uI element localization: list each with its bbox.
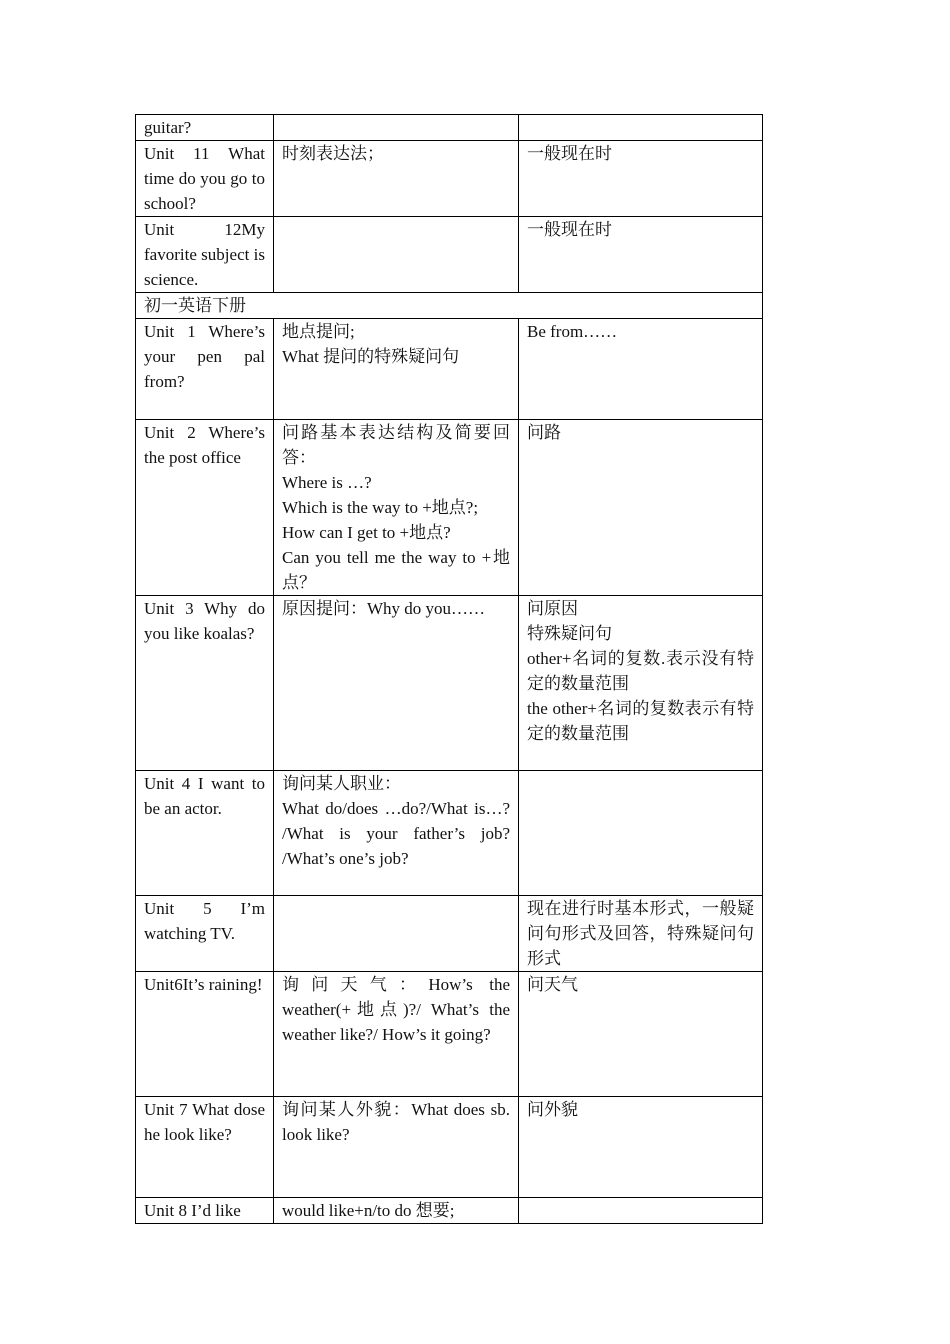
table-row — [136, 115, 763, 141]
table-row — [136, 771, 763, 896]
grammar-cell — [519, 771, 763, 896]
grammar-cell — [519, 896, 763, 972]
structure-cell — [274, 319, 519, 420]
structure-line: 询问某人外貌：What does sb. look like? — [282, 1100, 510, 1144]
structure-line: 地点提问; — [282, 322, 355, 341]
structure-line: would like+n/to do 想要; — [282, 1201, 455, 1220]
structure-line: How can I get to +地点? — [282, 523, 451, 542]
unit-cell: Unit 7 What dose he look like? — [136, 1097, 274, 1198]
grammar-line: 问外貌 — [527, 1100, 578, 1119]
table-row — [136, 141, 763, 217]
grammar-line: 一般现在时 — [527, 220, 612, 239]
structure-cell — [274, 771, 519, 896]
structure-cell — [274, 115, 519, 141]
section-row — [136, 293, 763, 319]
grammar-line: 问天气 — [527, 975, 578, 994]
structure-cell — [274, 896, 519, 972]
structure-line: Where is …? — [282, 473, 372, 492]
structure-line: What 提问的特殊疑问句 — [282, 347, 460, 366]
structure-cell — [274, 217, 519, 293]
unit-cell: Unit 5 I’m watching TV. — [136, 896, 274, 972]
grammar-cell — [519, 1097, 763, 1198]
grammar-cell — [519, 319, 763, 420]
structure-line: What do/does …do?/What is…? /What is your father’s job? /What’s one’s job? — [282, 799, 510, 868]
structure-cell — [274, 141, 519, 217]
grammar-line: the other+名词的复数表示有特定的数量范围 — [527, 699, 754, 743]
grammar-line: 一般现在时 — [527, 144, 612, 163]
structure-line: 问路基本表达结构及简要回答： — [282, 423, 510, 467]
unit-cell: Unit 3 Why do you like koalas? — [136, 596, 274, 771]
grammar-cell — [519, 596, 763, 771]
unit-cell: Unit6It’s raining! — [136, 972, 274, 1097]
table-row — [136, 420, 763, 596]
structure-line: Can you tell me the way to +地点？ — [282, 548, 510, 592]
grammar-cell — [519, 217, 763, 293]
grammar-cell — [519, 972, 763, 1097]
structure-cell — [274, 972, 519, 1097]
unit-cell: Unit 12My favorite subject is science. — [136, 217, 274, 293]
structure-line: 询问天气：How’s the weather(+地点)?/ What’s the weather like?/ How’s it going? — [282, 975, 510, 1044]
table-row — [136, 596, 763, 771]
unit-cell: Unit 11 What time do you go to school? — [136, 141, 274, 217]
grammar-line: other+名词的复数.表示没有特定的数量范围 — [527, 649, 754, 693]
table-row — [136, 217, 763, 293]
structure-cell — [274, 420, 519, 596]
grammar-line: 特殊疑问句 — [527, 624, 612, 643]
grammar-cell — [519, 1198, 763, 1224]
structure-line: 时刻表达法； — [282, 144, 384, 163]
section-title: 初一英语下册 — [136, 293, 763, 319]
structure-cell — [274, 1097, 519, 1198]
structure-line: Which is the way to +地点?; — [282, 498, 479, 517]
table-row — [136, 896, 763, 972]
structure-line: 询问某人职业： — [282, 774, 401, 793]
structure-cell — [274, 596, 519, 771]
unit-cell: Unit 1 Where’s your pen pal from? — [136, 319, 274, 420]
grammar-line: Be from…… — [527, 322, 618, 341]
grammar-cell — [519, 141, 763, 217]
unit-cell: guitar? — [136, 115, 274, 141]
unit-cell: Unit 4 I want to be an actor. — [136, 771, 274, 896]
unit-cell: Unit 8 I’d like — [136, 1198, 274, 1224]
table-row — [136, 319, 763, 420]
structure-cell — [274, 1198, 519, 1224]
grammar-cell — [519, 115, 763, 141]
table-row — [136, 1097, 763, 1198]
grammar-line: 问原因 — [527, 599, 578, 618]
unit-cell: Unit 2 Where’s the post office — [136, 420, 274, 596]
grammar-line: 现在进行时基本形式，一般疑问句形式及回答，特殊疑问句形式 — [527, 899, 754, 968]
structure-line: 原因提问：Why do you…… — [282, 599, 486, 618]
grammar-table — [135, 114, 763, 1224]
grammar-line: 问路 — [527, 423, 561, 442]
table-row — [136, 972, 763, 1097]
table-row — [136, 1198, 763, 1224]
grammar-cell — [519, 420, 763, 596]
